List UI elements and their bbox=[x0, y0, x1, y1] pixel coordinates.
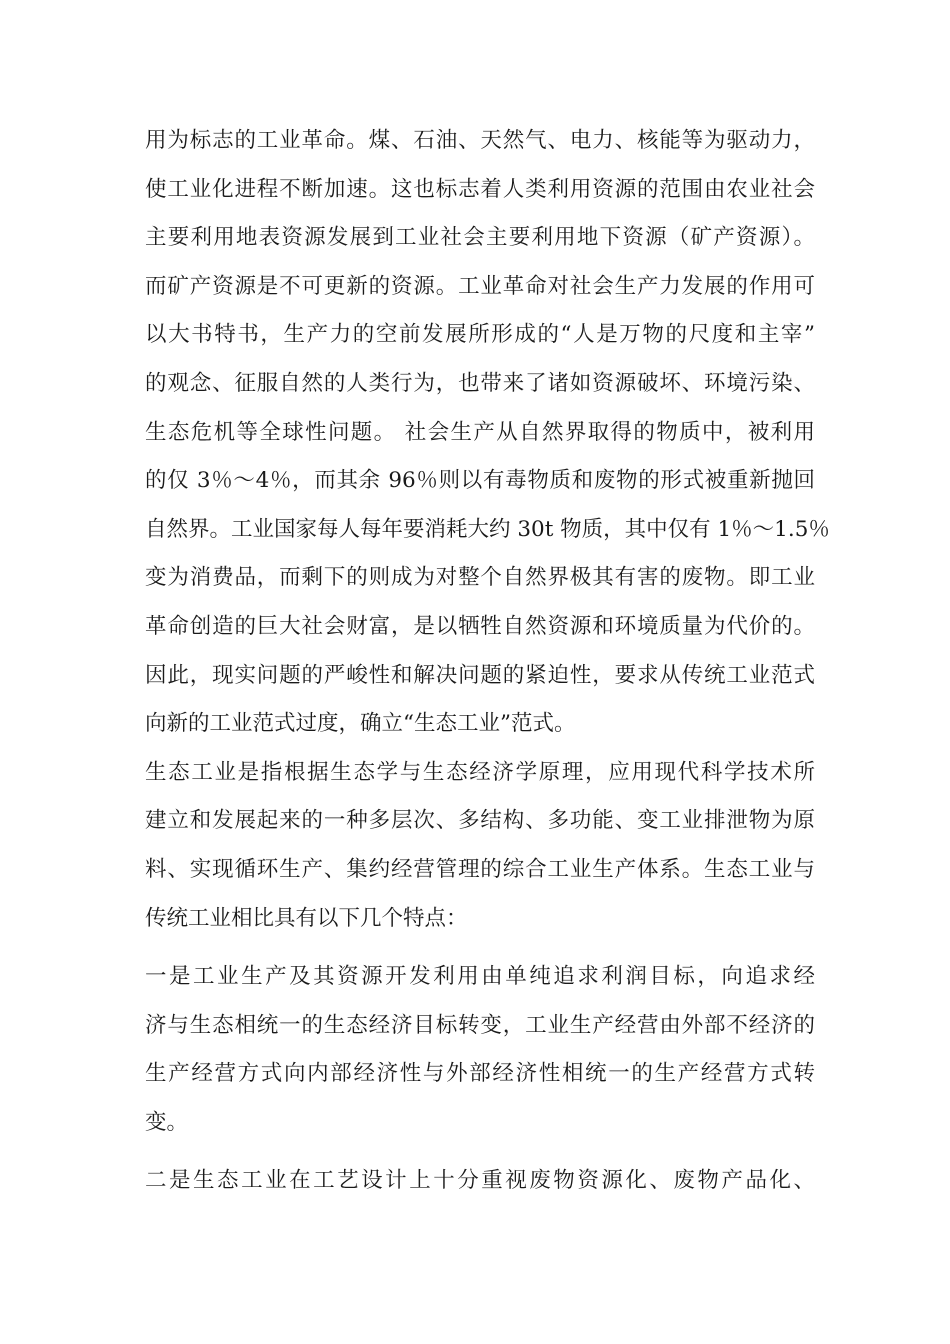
text-line-1: 用为标志的工业革命。煤、石油、天然气、电力、核能等为驱动力， bbox=[145, 128, 815, 153]
text-line-19: 济与生态相统一的生态经济目标转变，工业生产经营由外部不经济的 bbox=[145, 1012, 815, 1038]
text-line-13: 向新的工业范式过度，确立“生态工业”范式。 bbox=[145, 711, 576, 737]
text-line-21: 变。 bbox=[145, 1109, 189, 1135]
text-line-2: 使工业化进程不断加速。这也标志着人类利用资源的范围由农业社会 bbox=[145, 176, 815, 202]
text-line-16: 料、实现循环生产、集约经营管理的综合工业生产体系。生态工业与 bbox=[145, 856, 815, 882]
text-line-9: 自然界。工业国家每人每年要消耗大约 30t 物质，其中仅有 1％～1.5％ bbox=[145, 516, 830, 542]
text-line-3: 主要利用地表资源发展到工业社会主要利用地下资源（矿产资源）。 bbox=[145, 225, 815, 251]
paragraph-gap bbox=[145, 1147, 815, 1157]
text-line-6: 的观念、征服自然的人类行为，也带来了诸如资源破坏、环境污染、 bbox=[145, 370, 815, 396]
text-line-7: 生态危机等全球性问题。 社会生产从自然界取得的物质中，被利用 bbox=[145, 419, 815, 445]
text-line-20: 生产经营方式向内部经济性与外部经济性相统一的生产经营方式转 bbox=[145, 1061, 815, 1087]
text-line-15: 建立和发展起来的一种多层次、多结构、多功能、变工业排泄物为原 bbox=[145, 808, 815, 834]
text-line-5: 以大书特书，生产力的空前发展所形成的“人是万物的尺度和主宰” bbox=[145, 322, 815, 348]
body-text bbox=[145, 117, 830, 1206]
text-line-10: 变为消费品，而剩下的则成为对整个自然界极其有害的废物。即工业 bbox=[145, 565, 815, 591]
text-line-12: 因此，现实问题的严峻性和解决问题的紧迫性，要求从传统工业范式 bbox=[145, 662, 815, 688]
text-line-8: 的仅 3％～4％，而其余 96％则以有毒物质和废物的形式被重新抛回 bbox=[145, 468, 815, 494]
text-line-4: 而矿产资源是不可更新的资源。工业革命对社会生产力发展的作用可 bbox=[145, 273, 815, 299]
text-line-22: 二是生态工业在工艺设计上十分重视废物资源化、废物产品化、 bbox=[145, 1168, 815, 1194]
text-line-11: 革命创造的巨大社会财富，是以牺牲自然资源和环境质量为代价的。 bbox=[145, 613, 815, 639]
text-line-14: 生态工业是指根据生态学与生态经济学原理，应用现代科学技术所 bbox=[145, 759, 815, 785]
text-line-17: 传统工业相比具有以下几个特点： bbox=[145, 905, 468, 931]
text-line-18: 一是工业生产及其资源开发利用由单纯追求利润目标，向追求经 bbox=[145, 964, 815, 990]
paragraph-gap bbox=[145, 943, 815, 953]
